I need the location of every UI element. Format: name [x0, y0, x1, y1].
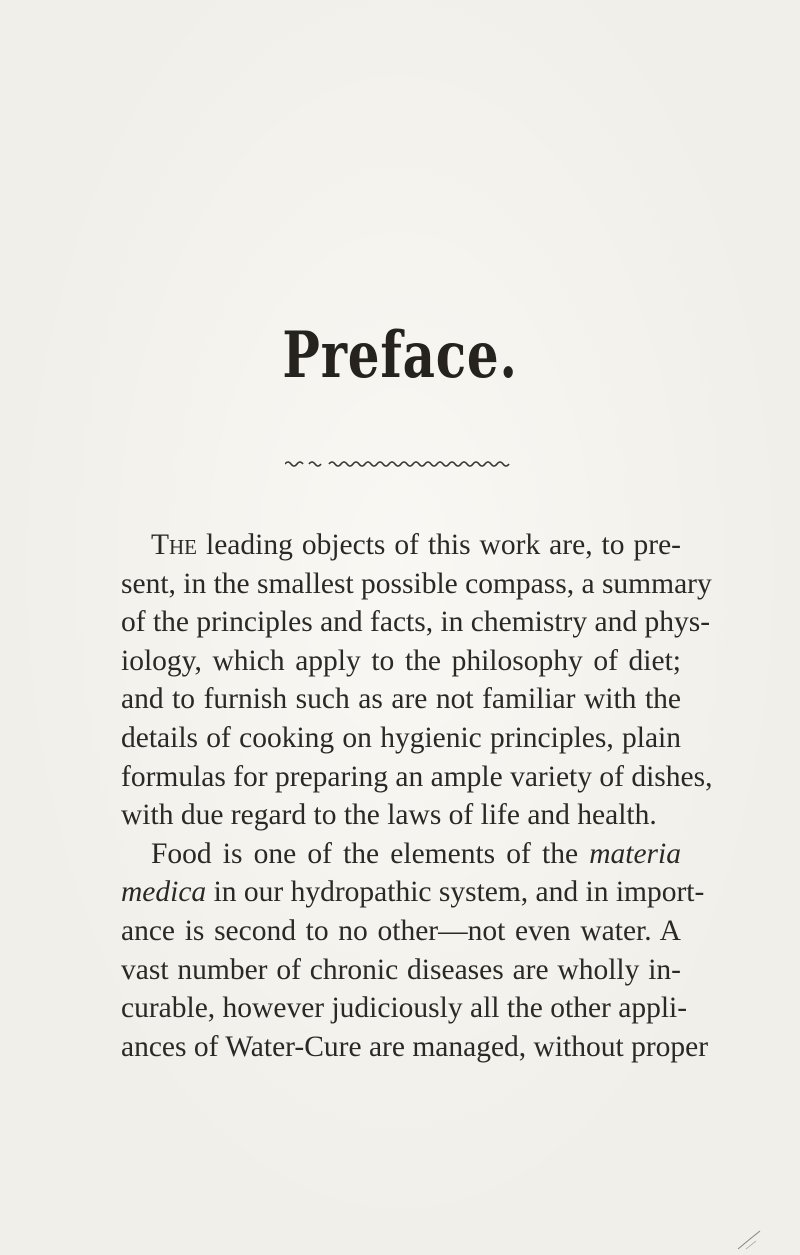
text-line: [121, 835, 681, 874]
paragraph-1: [121, 526, 713, 835]
page-corner-mark: [736, 1229, 766, 1251]
text-line: and to furnish such as are not familiar with the: [121, 683, 681, 716]
small-caps-lead: The: [151, 529, 198, 561]
text-line: [121, 526, 681, 565]
text-line: with due regard to the laws of life and health.: [121, 799, 657, 832]
text-line: ances of Water-Cure are managed, without proper: [121, 1030, 709, 1063]
text-line: ance is second to no other—not even water. A: [121, 914, 681, 947]
text-line: iology, which apply to the philosophy of diet;: [121, 644, 681, 677]
preface-body: [121, 526, 713, 1066]
paragraph-2: [121, 835, 709, 1067]
text-line: details of cooking on hygienic principles, plain: [121, 721, 681, 754]
italic-term: medica: [121, 876, 207, 909]
text-line: formulas for preparing an ample variety of dishes,: [121, 760, 713, 793]
italic-term: materia: [589, 837, 681, 870]
text-line: vast number of chronic diseases are wholly in-: [121, 953, 681, 986]
line-text: in our hydropathic system, and in import-: [206, 876, 705, 909]
line-text: leading objects of this work are, to pre-: [197, 529, 681, 561]
text-line: sent, in the smallest possible compass, a summary: [121, 567, 712, 600]
text-line: of the principles and facts, in chemistry and phys-: [121, 606, 711, 639]
text-line: curable, however judiciously all the other appli-: [121, 992, 688, 1025]
ornamental-rule: [285, 458, 517, 468]
page-title: Preface.: [282, 318, 518, 393]
line-text: Food is one of the elements of the: [151, 837, 590, 870]
text-line: [121, 873, 705, 912]
